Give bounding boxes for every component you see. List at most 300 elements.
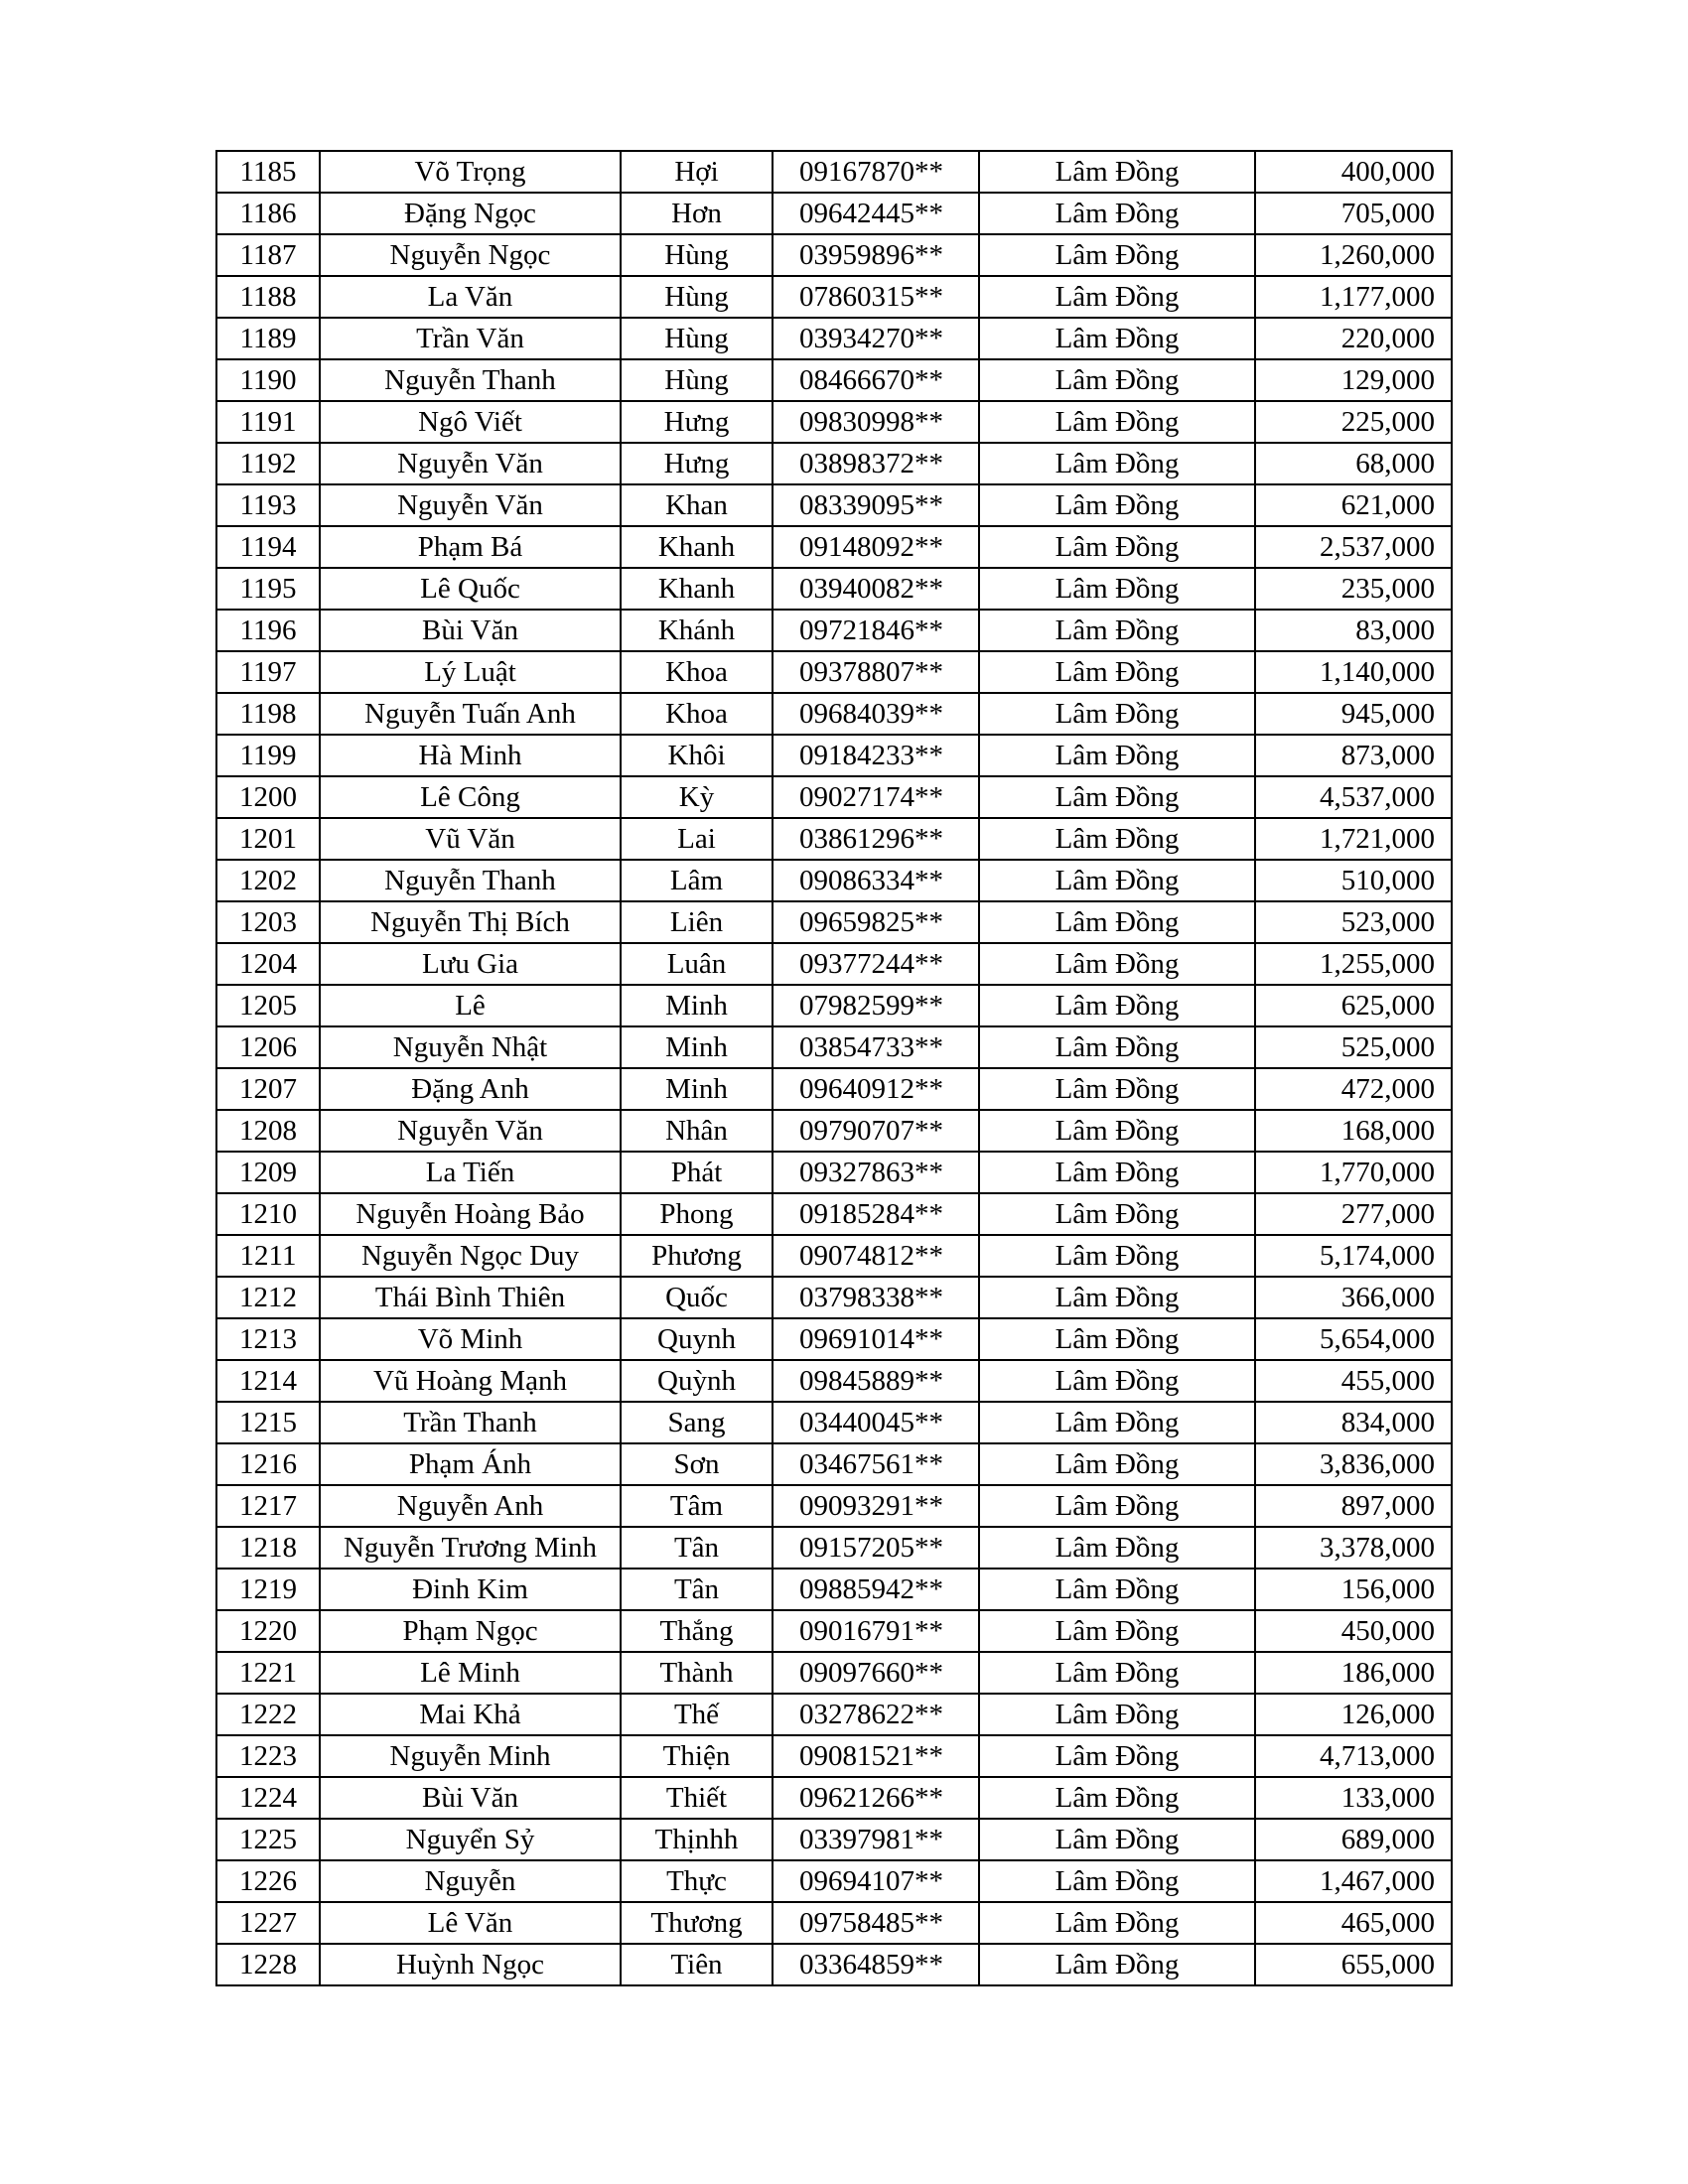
family-name-cell: Đinh Kim bbox=[320, 1569, 621, 1610]
province-cell: Lâm Đồng bbox=[979, 1485, 1255, 1527]
province-cell: Lâm Đồng bbox=[979, 693, 1255, 735]
given-name-cell: Luân bbox=[621, 943, 773, 985]
given-name-cell: Sang bbox=[621, 1402, 773, 1443]
amount-cell: 1,467,000 bbox=[1255, 1860, 1452, 1902]
phone-number-cell: 09093291** bbox=[773, 1485, 979, 1527]
amount-cell: 525,000 bbox=[1255, 1026, 1452, 1068]
given-name-cell: Khoa bbox=[621, 693, 773, 735]
phone-number-cell: 09097660** bbox=[773, 1652, 979, 1694]
amount-cell: 689,000 bbox=[1255, 1819, 1452, 1860]
table-row bbox=[216, 610, 1452, 651]
phone-number-cell: 07982599** bbox=[773, 985, 979, 1026]
given-name-cell: Nhân bbox=[621, 1110, 773, 1152]
given-name-cell: Minh bbox=[621, 985, 773, 1026]
amount-cell: 5,174,000 bbox=[1255, 1235, 1452, 1277]
family-name-cell: Nguyễn Văn bbox=[320, 443, 621, 484]
amount-cell: 225,000 bbox=[1255, 401, 1452, 443]
phone-number-cell: 09721846** bbox=[773, 610, 979, 651]
row-number-cell: 1206 bbox=[216, 1026, 320, 1068]
row-number-cell: 1218 bbox=[216, 1527, 320, 1569]
amount-cell: 235,000 bbox=[1255, 568, 1452, 610]
given-name-cell: Hùng bbox=[621, 234, 773, 276]
province-cell: Lâm Đồng bbox=[979, 776, 1255, 818]
amount-cell: 129,000 bbox=[1255, 359, 1452, 401]
row-number-cell: 1199 bbox=[216, 735, 320, 776]
family-name-cell: Võ Trọng bbox=[320, 151, 621, 193]
amount-cell: 2,537,000 bbox=[1255, 526, 1452, 568]
province-cell: Lâm Đồng bbox=[979, 1277, 1255, 1318]
row-number-cell: 1228 bbox=[216, 1944, 320, 1985]
family-name-cell: Phạm Ánh bbox=[320, 1443, 621, 1485]
amount-cell: 156,000 bbox=[1255, 1569, 1452, 1610]
phone-number-cell: 09378807** bbox=[773, 651, 979, 693]
table-row bbox=[216, 776, 1452, 818]
row-number-cell: 1185 bbox=[216, 151, 320, 193]
family-name-cell: Nguyễn Thanh bbox=[320, 860, 621, 901]
table-row bbox=[216, 1318, 1452, 1360]
phone-number-cell: 09830998** bbox=[773, 401, 979, 443]
table-row bbox=[216, 318, 1452, 359]
family-name-cell: Lê Quốc bbox=[320, 568, 621, 610]
given-name-cell: Liên bbox=[621, 901, 773, 943]
province-cell: Lâm Đồng bbox=[979, 1193, 1255, 1235]
amount-cell: 621,000 bbox=[1255, 484, 1452, 526]
family-name-cell: Nguyễn Minh bbox=[320, 1735, 621, 1777]
family-name-cell: Đặng Ngọc bbox=[320, 193, 621, 234]
amount-cell: 705,000 bbox=[1255, 193, 1452, 234]
table-row bbox=[216, 943, 1452, 985]
phone-number-cell: 09167870** bbox=[773, 151, 979, 193]
given-name-cell: Thiết bbox=[621, 1777, 773, 1819]
province-cell: Lâm Đồng bbox=[979, 943, 1255, 985]
amount-cell: 1,255,000 bbox=[1255, 943, 1452, 985]
row-number-cell: 1200 bbox=[216, 776, 320, 818]
phone-number-cell: 09642445** bbox=[773, 193, 979, 234]
row-number-cell: 1226 bbox=[216, 1860, 320, 1902]
family-name-cell: Bùi Văn bbox=[320, 610, 621, 651]
table-row bbox=[216, 276, 1452, 318]
table-row bbox=[216, 1860, 1452, 1902]
family-name-cell: Mai Khả bbox=[320, 1694, 621, 1735]
amount-cell: 277,000 bbox=[1255, 1193, 1452, 1235]
table-row bbox=[216, 151, 1452, 193]
amount-cell: 400,000 bbox=[1255, 151, 1452, 193]
province-cell: Lâm Đồng bbox=[979, 568, 1255, 610]
table-row bbox=[216, 1652, 1452, 1694]
phone-number-cell: 03898372** bbox=[773, 443, 979, 484]
family-name-cell: Nguyễn Trương Minh bbox=[320, 1527, 621, 1569]
row-number-cell: 1215 bbox=[216, 1402, 320, 1443]
table-row bbox=[216, 693, 1452, 735]
phone-number-cell: 09157205** bbox=[773, 1527, 979, 1569]
row-number-cell: 1201 bbox=[216, 818, 320, 860]
family-name-cell: Lê bbox=[320, 985, 621, 1026]
family-name-cell: Nguyễn bbox=[320, 1860, 621, 1902]
given-name-cell: Minh bbox=[621, 1068, 773, 1110]
amount-cell: 465,000 bbox=[1255, 1902, 1452, 1944]
given-name-cell: Quỳnh bbox=[621, 1360, 773, 1402]
province-cell: Lâm Đồng bbox=[979, 1860, 1255, 1902]
family-name-cell: Nguyễn Thị Bích bbox=[320, 901, 621, 943]
phone-number-cell: 09086334** bbox=[773, 860, 979, 901]
table-row bbox=[216, 484, 1452, 526]
table-row bbox=[216, 1610, 1452, 1652]
province-cell: Lâm Đồng bbox=[979, 1735, 1255, 1777]
family-name-cell: Nguyễn Văn bbox=[320, 484, 621, 526]
given-name-cell: Quynh bbox=[621, 1318, 773, 1360]
phone-number-cell: 03940082** bbox=[773, 568, 979, 610]
given-name-cell: Thịnhh bbox=[621, 1819, 773, 1860]
row-number-cell: 1212 bbox=[216, 1277, 320, 1318]
row-number-cell: 1204 bbox=[216, 943, 320, 985]
table-row bbox=[216, 1235, 1452, 1277]
given-name-cell: Quốc bbox=[621, 1277, 773, 1318]
row-number-cell: 1190 bbox=[216, 359, 320, 401]
row-number-cell: 1221 bbox=[216, 1652, 320, 1694]
family-name-cell: La Văn bbox=[320, 276, 621, 318]
province-cell: Lâm Đồng bbox=[979, 1610, 1255, 1652]
row-number-cell: 1216 bbox=[216, 1443, 320, 1485]
phone-number-cell: 09185284** bbox=[773, 1193, 979, 1235]
given-name-cell: Thực bbox=[621, 1860, 773, 1902]
table-row bbox=[216, 1527, 1452, 1569]
phone-number-cell: 03959896** bbox=[773, 234, 979, 276]
table-row bbox=[216, 1026, 1452, 1068]
family-name-cell: Nguyễn Ngọc Duy bbox=[320, 1235, 621, 1277]
given-name-cell: Tiên bbox=[621, 1944, 773, 1985]
table-row bbox=[216, 1193, 1452, 1235]
table-row bbox=[216, 401, 1452, 443]
given-name-cell: Khánh bbox=[621, 610, 773, 651]
table-row bbox=[216, 1902, 1452, 1944]
province-cell: Lâm Đồng bbox=[979, 1944, 1255, 1985]
amount-cell: 3,836,000 bbox=[1255, 1443, 1452, 1485]
table-row bbox=[216, 985, 1452, 1026]
phone-number-cell: 03278622** bbox=[773, 1694, 979, 1735]
given-name-cell: Hợi bbox=[621, 151, 773, 193]
amount-cell: 455,000 bbox=[1255, 1360, 1452, 1402]
row-number-cell: 1197 bbox=[216, 651, 320, 693]
phone-number-cell: 09885942** bbox=[773, 1569, 979, 1610]
phone-number-cell: 03798338** bbox=[773, 1277, 979, 1318]
province-cell: Lâm Đồng bbox=[979, 1902, 1255, 1944]
phone-number-cell: 09694107** bbox=[773, 1860, 979, 1902]
given-name-cell: Tân bbox=[621, 1569, 773, 1610]
province-cell: Lâm Đồng bbox=[979, 526, 1255, 568]
phone-number-cell: 09184233** bbox=[773, 735, 979, 776]
table-row bbox=[216, 860, 1452, 901]
given-name-cell: Sơn bbox=[621, 1443, 773, 1485]
amount-cell: 834,000 bbox=[1255, 1402, 1452, 1443]
row-number-cell: 1208 bbox=[216, 1110, 320, 1152]
amount-cell: 4,713,000 bbox=[1255, 1735, 1452, 1777]
phone-number-cell: 03440045** bbox=[773, 1402, 979, 1443]
row-number-cell: 1225 bbox=[216, 1819, 320, 1860]
row-number-cell: 1188 bbox=[216, 276, 320, 318]
family-name-cell: Nguyễn Văn bbox=[320, 1110, 621, 1152]
province-cell: Lâm Đồng bbox=[979, 151, 1255, 193]
family-name-cell: Nguyễn Nhật bbox=[320, 1026, 621, 1068]
phone-number-cell: 09377244** bbox=[773, 943, 979, 985]
phone-number-cell: 09659825** bbox=[773, 901, 979, 943]
province-cell: Lâm Đồng bbox=[979, 359, 1255, 401]
family-name-cell: Nguyển Sỷ bbox=[320, 1819, 621, 1860]
province-cell: Lâm Đồng bbox=[979, 1110, 1255, 1152]
given-name-cell: Thắng bbox=[621, 1610, 773, 1652]
amount-cell: 68,000 bbox=[1255, 443, 1452, 484]
phone-number-cell: 03397981** bbox=[773, 1819, 979, 1860]
family-name-cell: La Tiến bbox=[320, 1152, 621, 1193]
phone-number-cell: 09027174** bbox=[773, 776, 979, 818]
row-number-cell: 1210 bbox=[216, 1193, 320, 1235]
row-number-cell: 1195 bbox=[216, 568, 320, 610]
given-name-cell: Lâm bbox=[621, 860, 773, 901]
phone-number-cell: 09845889** bbox=[773, 1360, 979, 1402]
given-name-cell: Phong bbox=[621, 1193, 773, 1235]
amount-cell: 168,000 bbox=[1255, 1110, 1452, 1152]
row-number-cell: 1191 bbox=[216, 401, 320, 443]
given-name-cell: Khoa bbox=[621, 651, 773, 693]
row-number-cell: 1194 bbox=[216, 526, 320, 568]
phone-number-cell: 09684039** bbox=[773, 693, 979, 735]
amount-cell: 186,000 bbox=[1255, 1652, 1452, 1694]
given-name-cell: Khanh bbox=[621, 568, 773, 610]
phone-number-cell: 09691014** bbox=[773, 1318, 979, 1360]
table-row bbox=[216, 1735, 1452, 1777]
family-name-cell: Nguyễn Anh bbox=[320, 1485, 621, 1527]
amount-cell: 220,000 bbox=[1255, 318, 1452, 359]
table-row bbox=[216, 1819, 1452, 1860]
table-row bbox=[216, 1694, 1452, 1735]
table-row bbox=[216, 735, 1452, 776]
given-name-cell: Minh bbox=[621, 1026, 773, 1068]
given-name-cell: Thiện bbox=[621, 1735, 773, 1777]
amount-cell: 655,000 bbox=[1255, 1944, 1452, 1985]
given-name-cell: Khan bbox=[621, 484, 773, 526]
given-name-cell: Tân bbox=[621, 1527, 773, 1569]
phone-number-cell: 09790707** bbox=[773, 1110, 979, 1152]
phone-number-cell: 09148092** bbox=[773, 526, 979, 568]
given-name-cell: Hùng bbox=[621, 359, 773, 401]
province-cell: Lâm Đồng bbox=[979, 1235, 1255, 1277]
phone-number-cell: 09621266** bbox=[773, 1777, 979, 1819]
family-name-cell: Nguyễn Tuấn Anh bbox=[320, 693, 621, 735]
table-body bbox=[216, 151, 1452, 1985]
province-cell: Lâm Đồng bbox=[979, 1026, 1255, 1068]
family-name-cell: Nguyễn Hoàng Bảo bbox=[320, 1193, 621, 1235]
given-name-cell: Thế bbox=[621, 1694, 773, 1735]
family-name-cell: Hà Minh bbox=[320, 735, 621, 776]
table-row bbox=[216, 1152, 1452, 1193]
given-name-cell: Tâm bbox=[621, 1485, 773, 1527]
amount-cell: 510,000 bbox=[1255, 860, 1452, 901]
province-cell: Lâm Đồng bbox=[979, 901, 1255, 943]
phone-number-cell: 09758485** bbox=[773, 1902, 979, 1944]
phone-number-cell: 09640912** bbox=[773, 1068, 979, 1110]
family-name-cell: Vũ Văn bbox=[320, 818, 621, 860]
phone-number-cell: 03854733** bbox=[773, 1026, 979, 1068]
row-number-cell: 1227 bbox=[216, 1902, 320, 1944]
amount-cell: 126,000 bbox=[1255, 1694, 1452, 1735]
row-number-cell: 1222 bbox=[216, 1694, 320, 1735]
row-number-cell: 1186 bbox=[216, 193, 320, 234]
family-name-cell: Lê Văn bbox=[320, 1902, 621, 1944]
amount-cell: 4,537,000 bbox=[1255, 776, 1452, 818]
amount-cell: 3,378,000 bbox=[1255, 1527, 1452, 1569]
family-name-cell: Thái Bình Thiên bbox=[320, 1277, 621, 1318]
amount-cell: 472,000 bbox=[1255, 1068, 1452, 1110]
table-row bbox=[216, 901, 1452, 943]
province-cell: Lâm Đồng bbox=[979, 818, 1255, 860]
province-cell: Lâm Đồng bbox=[979, 193, 1255, 234]
family-name-cell: Lý Luật bbox=[320, 651, 621, 693]
amount-cell: 1,140,000 bbox=[1255, 651, 1452, 693]
given-name-cell: Khanh bbox=[621, 526, 773, 568]
row-number-cell: 1213 bbox=[216, 1318, 320, 1360]
row-number-cell: 1220 bbox=[216, 1610, 320, 1652]
family-name-cell: Nguyễn Thanh bbox=[320, 359, 621, 401]
row-number-cell: 1192 bbox=[216, 443, 320, 484]
province-cell: Lâm Đồng bbox=[979, 1777, 1255, 1819]
row-number-cell: 1223 bbox=[216, 1735, 320, 1777]
province-cell: Lâm Đồng bbox=[979, 1443, 1255, 1485]
table-row bbox=[216, 818, 1452, 860]
phone-number-cell: 09074812** bbox=[773, 1235, 979, 1277]
amount-cell: 945,000 bbox=[1255, 693, 1452, 735]
given-name-cell: Phát bbox=[621, 1152, 773, 1193]
family-name-cell: Lê Công bbox=[320, 776, 621, 818]
table-row bbox=[216, 443, 1452, 484]
table-row bbox=[216, 1569, 1452, 1610]
row-number-cell: 1217 bbox=[216, 1485, 320, 1527]
province-cell: Lâm Đồng bbox=[979, 1527, 1255, 1569]
amount-cell: 1,721,000 bbox=[1255, 818, 1452, 860]
table-row bbox=[216, 1360, 1452, 1402]
province-cell: Lâm Đồng bbox=[979, 651, 1255, 693]
given-name-cell: Phương bbox=[621, 1235, 773, 1277]
row-number-cell: 1196 bbox=[216, 610, 320, 651]
table-row bbox=[216, 1944, 1452, 1985]
table-row bbox=[216, 1068, 1452, 1110]
table-row bbox=[216, 234, 1452, 276]
amount-cell: 83,000 bbox=[1255, 610, 1452, 651]
province-cell: Lâm Đồng bbox=[979, 234, 1255, 276]
row-number-cell: 1187 bbox=[216, 234, 320, 276]
province-cell: Lâm Đồng bbox=[979, 1152, 1255, 1193]
phone-number-cell: 03364859** bbox=[773, 1944, 979, 1985]
family-name-cell: Trần Thanh bbox=[320, 1402, 621, 1443]
phone-number-cell: 08466670** bbox=[773, 359, 979, 401]
phone-number-cell: 09081521** bbox=[773, 1735, 979, 1777]
amount-cell: 1,177,000 bbox=[1255, 276, 1452, 318]
family-name-cell: Huỳnh Ngọc bbox=[320, 1944, 621, 1985]
province-cell: Lâm Đồng bbox=[979, 443, 1255, 484]
amount-cell: 5,654,000 bbox=[1255, 1318, 1452, 1360]
given-name-cell: Hưng bbox=[621, 443, 773, 484]
amount-cell: 523,000 bbox=[1255, 901, 1452, 943]
family-name-cell: Lê Minh bbox=[320, 1652, 621, 1694]
province-cell: Lâm Đồng bbox=[979, 318, 1255, 359]
given-name-cell: Thành bbox=[621, 1652, 773, 1694]
phone-number-cell: 03467561** bbox=[773, 1443, 979, 1485]
table-row bbox=[216, 1485, 1452, 1527]
table-row bbox=[216, 1443, 1452, 1485]
row-number-cell: 1203 bbox=[216, 901, 320, 943]
given-name-cell: Lai bbox=[621, 818, 773, 860]
amount-cell: 1,260,000 bbox=[1255, 234, 1452, 276]
phone-number-cell: 09016791** bbox=[773, 1610, 979, 1652]
province-cell: Lâm Đồng bbox=[979, 860, 1255, 901]
province-cell: Lâm Đồng bbox=[979, 1402, 1255, 1443]
amount-cell: 897,000 bbox=[1255, 1485, 1452, 1527]
family-name-cell: Nguyễn Ngọc bbox=[320, 234, 621, 276]
table-row bbox=[216, 526, 1452, 568]
given-name-cell: Thương bbox=[621, 1902, 773, 1944]
table-row bbox=[216, 1110, 1452, 1152]
row-number-cell: 1202 bbox=[216, 860, 320, 901]
family-name-cell: Trần Văn bbox=[320, 318, 621, 359]
family-name-cell: Võ Minh bbox=[320, 1318, 621, 1360]
phone-number-cell: 09327863** bbox=[773, 1152, 979, 1193]
province-cell: Lâm Đồng bbox=[979, 1652, 1255, 1694]
amount-cell: 366,000 bbox=[1255, 1277, 1452, 1318]
row-number-cell: 1224 bbox=[216, 1777, 320, 1819]
family-name-cell: Ngô Viết bbox=[320, 401, 621, 443]
amount-cell: 133,000 bbox=[1255, 1777, 1452, 1819]
family-name-cell: Đặng Anh bbox=[320, 1068, 621, 1110]
table-row bbox=[216, 193, 1452, 234]
family-name-cell: Vũ Hoàng Mạnh bbox=[320, 1360, 621, 1402]
row-number-cell: 1211 bbox=[216, 1235, 320, 1277]
amount-cell: 450,000 bbox=[1255, 1610, 1452, 1652]
row-number-cell: 1209 bbox=[216, 1152, 320, 1193]
family-name-cell: Phạm Bá bbox=[320, 526, 621, 568]
given-name-cell: Hùng bbox=[621, 318, 773, 359]
table-row bbox=[216, 359, 1452, 401]
table-row bbox=[216, 1277, 1452, 1318]
recipient-table bbox=[215, 150, 1453, 1986]
row-number-cell: 1189 bbox=[216, 318, 320, 359]
family-name-cell: Phạm Ngọc bbox=[320, 1610, 621, 1652]
row-number-cell: 1219 bbox=[216, 1569, 320, 1610]
phone-number-cell: 03861296** bbox=[773, 818, 979, 860]
province-cell: Lâm Đồng bbox=[979, 1569, 1255, 1610]
province-cell: Lâm Đồng bbox=[979, 276, 1255, 318]
family-name-cell: Bùi Văn bbox=[320, 1777, 621, 1819]
table-row bbox=[216, 1402, 1452, 1443]
given-name-cell: Hưng bbox=[621, 401, 773, 443]
amount-cell: 625,000 bbox=[1255, 985, 1452, 1026]
phone-number-cell: 07860315** bbox=[773, 276, 979, 318]
row-number-cell: 1205 bbox=[216, 985, 320, 1026]
table-row bbox=[216, 568, 1452, 610]
province-cell: Lâm Đồng bbox=[979, 484, 1255, 526]
province-cell: Lâm Đồng bbox=[979, 401, 1255, 443]
row-number-cell: 1207 bbox=[216, 1068, 320, 1110]
province-cell: Lâm Đồng bbox=[979, 1068, 1255, 1110]
table-row bbox=[216, 651, 1452, 693]
province-cell: Lâm Đồng bbox=[979, 735, 1255, 776]
amount-cell: 1,770,000 bbox=[1255, 1152, 1452, 1193]
table-row bbox=[216, 1777, 1452, 1819]
province-cell: Lâm Đồng bbox=[979, 1694, 1255, 1735]
given-name-cell: Kỳ bbox=[621, 776, 773, 818]
province-cell: Lâm Đồng bbox=[979, 1318, 1255, 1360]
province-cell: Lâm Đồng bbox=[979, 1819, 1255, 1860]
province-cell: Lâm Đồng bbox=[979, 610, 1255, 651]
amount-cell: 873,000 bbox=[1255, 735, 1452, 776]
row-number-cell: 1198 bbox=[216, 693, 320, 735]
